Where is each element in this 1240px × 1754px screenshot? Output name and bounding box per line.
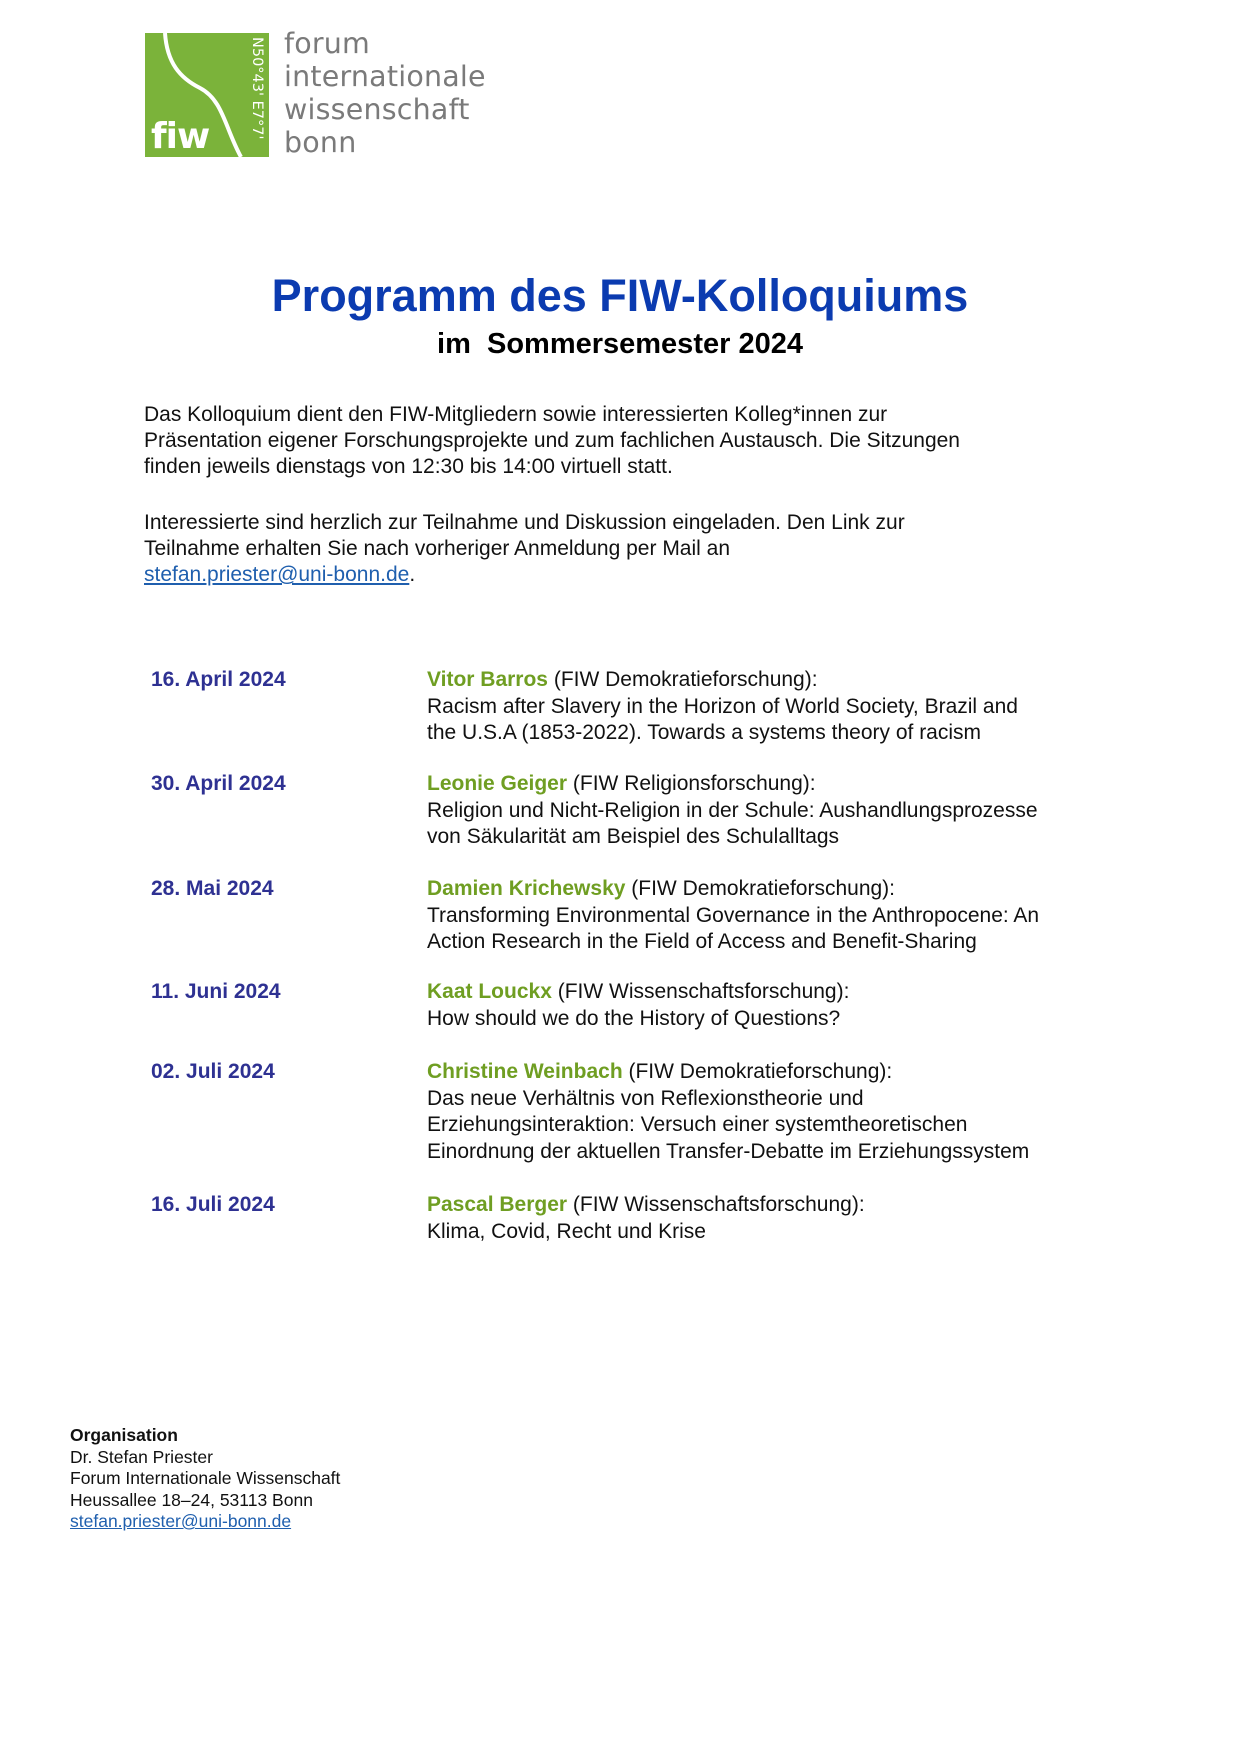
speaker-affiliation: (FIW Demokratieforschung): <box>625 877 896 900</box>
speaker-affiliation: (FIW Demokratieforschung): <box>548 668 818 691</box>
logo-line: internationale <box>284 60 486 93</box>
intro-line: Präsentation eigener Forschungsprojekte und zum fachlichen Austausch. Die Sitzungen <box>144 429 960 452</box>
speaker-name: Kaat Louckx <box>427 980 552 1003</box>
organisation-footer <box>70 1425 340 1533</box>
footer-email-link[interactable]: stefan.priester@uni-bonn.de <box>70 1511 292 1531</box>
intro-email-line: stefan.priester@uni-bonn.de. <box>144 563 416 586</box>
speaker-name: Pascal Berger <box>427 1193 568 1216</box>
session-details <box>427 979 1127 1032</box>
session-date: 11. Juni 2024 <box>151 980 281 1003</box>
page-subtitle: im Sommersemester 2024 <box>437 328 803 360</box>
session-details <box>427 1192 1127 1245</box>
session-topic: Religion und Nicht-Religion in der Schule: Aushandlungsprozesse von Säkularität am Beispiel des Schulalltags <box>427 798 1038 848</box>
session-topic: Das neue Verhältnis von Reflexionstheorie und Erziehungsinteraktion: Versuch einer systemtheoretischen Einordnung der aktuellen Transfer-Debatte im Erziehungssystem <box>427 1086 1030 1163</box>
speaker-name: Christine Weinbach <box>427 1060 623 1083</box>
session-topic: Klima, Covid, Recht und Krise <box>427 1219 706 1243</box>
logo-coordinates: N50°43' E7°7' <box>249 37 265 140</box>
session-date: 30. April 2024 <box>151 772 286 795</box>
intro-paragraph-2 <box>144 510 1104 588</box>
session-date: 16. Juli 2024 <box>151 1193 275 1216</box>
speaker-name: Vitor Barros <box>427 668 548 691</box>
logo-line: bonn <box>284 126 357 159</box>
intro-line: Interessierte sind herzlich zur Teilnahme und Diskussion eingeladen. Den Link zur <box>144 511 905 534</box>
fiw-logo <box>145 27 505 159</box>
logo-line: forum <box>284 27 371 60</box>
session-date: 02. Juli 2024 <box>151 1060 275 1083</box>
logo-line: wissenschaft <box>284 93 470 126</box>
speaker-name: Leonie Geiger <box>427 772 568 795</box>
intro-line: Teilnahme erhalten Sie nach vorheriger Anmeldung per Mail an <box>144 537 731 560</box>
session-details <box>427 667 1127 747</box>
logo-wordmark <box>284 27 486 159</box>
speaker-name: Damien Krichewsky <box>427 877 626 900</box>
session-details <box>427 1059 1127 1165</box>
footer-institution: Forum Internationale Wissenschaft <box>70 1468 341 1488</box>
footer-heading: Organisation <box>70 1425 178 1445</box>
intro-paragraph-1 <box>144 402 1104 480</box>
intro-email-link[interactable]: stefan.priester@uni-bonn.de <box>144 563 410 586</box>
speaker-affiliation: (FIW Wissenschaftsforschung): <box>551 980 850 1003</box>
speaker-affiliation: (FIW Wissenschaftsforschung): <box>567 1193 865 1216</box>
intro-line: finden jeweils dienstags von 12:30 bis 14:00 virtuell statt. <box>144 455 673 478</box>
page-title: Programm des FIW-Kolloquiums <box>271 270 969 321</box>
session-topic: Racism after Slavery in the Horizon of World Society, Brazil and the U.S.A (1853-2022). Towards a systems theory of racism <box>427 694 1018 744</box>
session-details <box>427 771 1127 851</box>
session-date: 28. Mai 2024 <box>151 877 274 900</box>
footer-address: Heussallee 18–24, 53113 Bonn <box>70 1489 313 1510</box>
speaker-affiliation: (FIW Religionsforschung): <box>567 772 816 795</box>
logo-fiw-text: fiw <box>151 116 210 157</box>
session-topic: Transforming Environmental Governance in the Anthropocene: An Action Research in the Field of Access and Benefit-Sharing <box>427 903 1040 953</box>
session-details <box>427 876 1127 956</box>
footer-contact-name: Dr. Stefan Priester <box>70 1446 213 1467</box>
logo-mark <box>145 33 269 157</box>
intro-line: Das Kolloquium dient den FIW-Mitgliedern sowie interessierten Kolleg*innen zur <box>144 403 888 426</box>
session-date: 16. April 2024 <box>151 668 286 691</box>
session-topic: How should we do the History of Questions? <box>427 1006 841 1030</box>
speaker-affiliation: (FIW Demokratieforschung): <box>622 1060 893 1083</box>
